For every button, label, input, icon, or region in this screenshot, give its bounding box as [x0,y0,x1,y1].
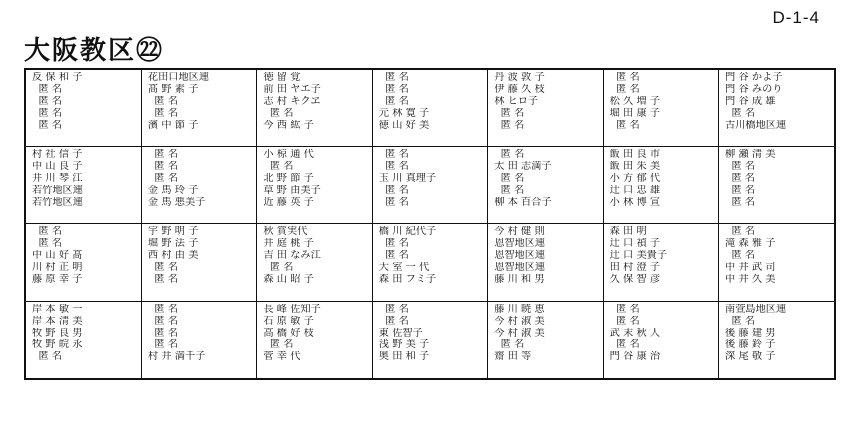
roster-cell [257,70,372,147]
donor-name: 門 谷 成 雄 [725,95,776,107]
donor-name: 反 保 和 子 [32,72,83,83]
donor-name: 匿 名 [494,119,525,131]
donor-name: 小 林 博 宣 [609,196,661,208]
donor-name: 中 井 久 美 [725,274,776,286]
donor-name: 匿 名 [378,303,409,315]
roster-cell [488,301,603,378]
donor-name: 匿 名 [609,72,640,83]
roster-cell [488,70,603,147]
donor-name: 村 社 信 子 [32,149,83,161]
donor-name: 深 尾 敬 子 [725,351,776,363]
donor-name: 髙 野 素 子 [147,83,199,95]
donor-name: 橋 川 紀代子 [378,226,437,238]
donor-name: 奥 田 和 子 [378,351,430,363]
donor-name: 匿 名 [494,107,525,119]
roster-cell [719,301,834,378]
donor-name: 匿 名 [609,339,640,351]
donor-name: 今 村 淑 美 [494,327,545,339]
donor-name: 匿 名 [725,250,756,262]
donor-name: 辻 口 美貴子 [609,250,668,262]
donor-name: 秋 賞実代 [263,226,308,238]
donor-name: 太 田 志満子 [494,161,552,173]
donor-name: 門 谷 康 治 [609,351,661,363]
donor-name: 浅 野 美 子 [378,339,430,351]
donor-name: 匿 名 [494,184,525,196]
donor-name: 井 川 琴 江 [32,172,83,184]
donor-name: 岸 本 敏 一 [32,303,83,315]
donor-name: 匿 名 [147,161,179,173]
donor-name: 匿 名 [378,184,409,196]
donor-name: 金 馬 悪美子 [147,196,206,208]
donor-name: 匿 名 [263,161,294,173]
donor-name: 玉 川 真理子 [378,172,437,184]
roster-cell [26,301,141,378]
donor-name: 花田口地区連 [147,72,210,83]
donor-name: 匿 名 [725,184,756,196]
donor-name: 若竹地区連 [32,196,83,208]
donor-name: 匿 名 [378,250,409,262]
donor-name: 匿 名 [378,83,409,95]
donor-name: 東 佐智子 [378,327,423,339]
donor-name: 堀 野 法 子 [147,238,199,250]
donor-name: 匿 名 [263,339,294,351]
roster-cell [141,70,256,147]
donor-name: 匿 名 [147,339,179,351]
donor-name: 前 田 ヤエ子 [263,83,321,95]
donor-name: 後 藤 建 男 [725,327,776,339]
donor-name: 森 田 明 [609,226,647,238]
donor-name: 元 林 寛 子 [378,107,430,119]
donor-name: 吉 田 なみ江 [263,250,321,262]
donor-name: 小 方 郁 代 [609,172,661,184]
roster-cell [141,224,256,301]
roster-cell [603,301,718,378]
donor-name: 森 田 フミ子 [378,274,437,286]
donor-name: 恩智地区連 [494,262,546,274]
donor-name: 匿 名 [147,95,179,107]
donor-name: 今 西 紘 子 [263,119,314,131]
donor-name: 井 庭 桃 子 [263,238,314,250]
roster-cell [372,147,487,224]
donor-name: 匿 名 [725,196,756,208]
donor-name: 恩智地区連 [494,238,546,250]
donor-name: 匿 名 [263,262,294,274]
donor-name: 匿 名 [494,339,525,351]
donor-name: 藤 原 幸 子 [32,274,83,286]
donor-name: 後 藤 鈴 子 [725,339,776,351]
donor-name: 柳 瀬 清 美 [725,149,776,161]
donor-name: 大 室 一 代 [378,262,430,274]
donor-name: 藤 川 和 男 [494,274,545,286]
donor-name: 匿 名 [494,172,525,184]
donor-name: 若竹地区連 [32,184,83,196]
donor-name: 匿 名 [32,107,63,119]
donor-name: 森 山 昭 子 [263,274,314,286]
roster-cell [603,224,718,301]
donor-name: 村 井 満千子 [147,351,206,363]
donor-name: 匿 名 [32,226,63,238]
donor-name: 匿 名 [32,351,63,363]
donor-name: 匿 名 [378,315,409,327]
roster-cell [141,301,256,378]
roster-cell [603,70,718,147]
donor-name: 藤 川 暁 恵 [494,303,545,315]
donor-name: 今 村 淑 美 [494,315,545,327]
roster-cell [257,224,372,301]
donor-name: 金 馬 玲 子 [147,184,199,196]
page-code: D-1-4 [772,8,820,27]
donor-name: 匿 名 [378,72,409,83]
donor-name: 匿 名 [378,161,409,173]
donor-name: 匿 名 [32,83,63,95]
donor-name: 西 村 由 美 [147,250,199,262]
page-title: 大阪教区㉒ [24,36,165,66]
donor-name: 近 藤 英 子 [263,196,314,208]
roster-cell [488,224,603,301]
donor-name: 齋 田 等 [494,351,532,363]
roster-cell [372,224,487,301]
donor-name: 南萱島地区連 [725,303,787,315]
donor-name: 松 久 増 子 [609,95,661,107]
donor-name: 飯 田 良 市 [609,149,661,161]
donor-name: 匿 名 [378,149,409,161]
donor-name: 今 村 健 則 [494,226,545,238]
donor-name: 長 峰 佐知子 [263,303,321,315]
roster-cell [372,70,487,147]
donor-name: 匿 名 [378,196,409,208]
donor-name: 草 野 由美子 [263,184,321,196]
donor-name: 高 橋 好 枝 [263,327,314,339]
donor-name: 匿 名 [725,226,756,238]
roster-block [26,70,834,147]
roster-cell [141,147,256,224]
donor-name: 伊 藤 久 枝 [494,83,545,95]
donor-name: 匿 名 [494,149,525,161]
donor-name: 濱 中 節 子 [147,119,199,131]
donor-name: 匿 名 [378,95,409,107]
donor-name: 匿 名 [609,119,640,131]
donor-name: 匿 名 [609,303,640,315]
donor-name: 匿 名 [147,107,179,119]
donor-name: 匿 名 [378,238,409,250]
donor-name: 匿 名 [725,161,756,173]
donor-name: 匿 名 [725,107,756,119]
donor-name: 柳 本 百合子 [494,196,552,208]
donor-name: 滝 森 雅 子 [725,238,776,250]
donor-name: 菅 幸 代 [263,351,301,363]
donor-name: 門 谷 かよ子 [725,72,783,83]
donor-name: 匿 名 [147,303,179,315]
donor-name: 中 井 武 司 [725,262,776,274]
donor-name: 小 椋 通 代 [263,149,314,161]
donor-name: 牧 野 皖 永 [32,339,83,351]
donor-name: 田 村 澄 子 [609,262,661,274]
donor-name: 石 原 敏 子 [263,315,314,327]
roster-cell [257,301,372,378]
donor-name: 匿 名 [725,172,756,184]
roster-cell [26,147,141,224]
donor-name: 志 村 キクヱ [263,95,321,107]
donor-name: 匿 名 [147,327,179,339]
roster-cell [719,147,834,224]
donor-name: 久 保 智 彦 [609,274,661,286]
donor-name: 匿 名 [32,119,63,131]
roster-cell [719,70,834,147]
roster-table [26,70,834,378]
donor-name: 林 ヒロ子 [494,95,539,107]
donor-roster [24,68,836,380]
donor-name: 匿 名 [147,149,179,161]
donor-name: 匿 名 [725,315,756,327]
roster-cell [26,70,141,147]
donor-name: 北 野 節 子 [263,172,314,184]
roster-cell [719,224,834,301]
roster-block [26,147,834,224]
donor-name: 恩智地区連 [494,250,546,262]
donor-name: 堀 田 康 子 [609,107,661,119]
donor-name: 匿 名 [609,315,640,327]
donor-name: 岸 本 清 美 [32,315,83,327]
donor-name: 牧 野 良 男 [32,327,83,339]
donor-name: 匿 名 [32,238,63,250]
donor-name: 古川橋地区連 [725,119,787,131]
roster-cell [257,147,372,224]
donor-name: 辻 口 禎 子 [609,238,661,250]
roster-cell [488,147,603,224]
donor-name: 中 山 良 子 [32,161,83,173]
roster-cell [603,147,718,224]
donor-name: 匿 名 [32,95,63,107]
donor-name: 中 山 好 髙 [32,250,83,262]
donor-name: 匿 名 [147,274,179,286]
donor-name: 門 谷 みのり [725,83,783,95]
donor-name: 武 末 秋 人 [609,327,661,339]
donor-name: 川 村 正 明 [32,262,83,274]
donor-name: 徳 留 覚 [263,72,301,83]
donor-name: 宇 野 明 子 [147,226,199,238]
donor-name: 匿 名 [263,107,294,119]
roster-block [26,224,834,301]
donor-name: 匿 名 [147,315,179,327]
donor-name: 辻 口 忠 雄 [609,184,661,196]
donor-name: 匿 名 [609,83,640,95]
roster-block [26,301,834,378]
donor-name: 匿 名 [147,172,179,184]
donor-name: 匿 名 [147,262,179,274]
roster-cell [372,301,487,378]
donor-name: 徳 山 好 美 [378,119,430,131]
roster-cell [26,224,141,301]
donor-name: 丹 波 敦 子 [494,72,545,83]
donor-name: 飯 田 朱 美 [609,161,661,173]
